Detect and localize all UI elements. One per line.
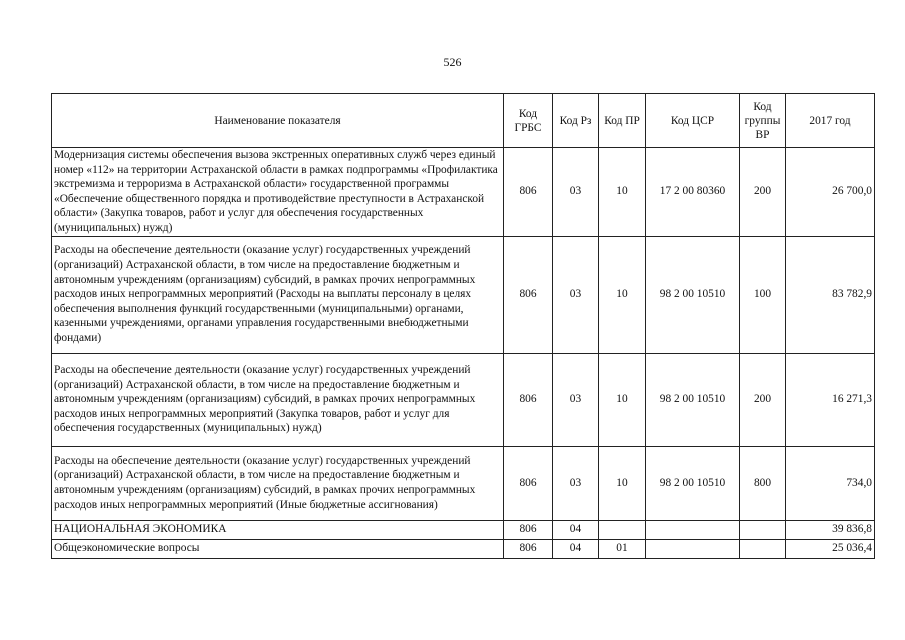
- row-csr: [646, 539, 740, 558]
- row-grbs: 806: [504, 353, 553, 446]
- column-header-rz: Код Рз: [553, 94, 599, 148]
- column-header-csr: Код ЦСР: [646, 94, 740, 148]
- table-row: [52, 446, 875, 520]
- column-header-grbs: Код ГРБС: [504, 94, 553, 148]
- row-amount: 16 271,3: [786, 353, 875, 446]
- page-number: 526: [443, 55, 462, 69]
- row-pr: 10: [599, 446, 646, 520]
- row-vr: 100: [740, 236, 786, 353]
- row-rz: 04: [553, 539, 599, 558]
- row-vr: [740, 539, 786, 558]
- column-header-name: Наименование показателя: [52, 94, 504, 148]
- row-name: Общеэкономические вопросы: [52, 539, 504, 558]
- row-amount: 39 836,8: [786, 520, 875, 539]
- row-amount: 734,0: [786, 446, 875, 520]
- row-vr: 200: [740, 148, 786, 237]
- row-amount: 26 700,0: [786, 148, 875, 237]
- row-pr: [599, 520, 646, 539]
- row-amount: 83 782,9: [786, 236, 875, 353]
- row-grbs: 806: [504, 520, 553, 539]
- table-row: [52, 353, 875, 446]
- table-row: [52, 520, 875, 539]
- row-csr: 98 2 00 10510: [646, 236, 740, 353]
- table-row: [52, 236, 875, 353]
- column-header-year: 2017 год: [786, 94, 875, 148]
- row-pr: 01: [599, 539, 646, 558]
- row-grbs: 806: [504, 148, 553, 237]
- row-vr: 800: [740, 446, 786, 520]
- row-amount: 25 036,4: [786, 539, 875, 558]
- row-csr: 17 2 00 80360: [646, 148, 740, 237]
- column-header-vr: Код группы ВР: [740, 94, 786, 148]
- row-pr: 10: [599, 353, 646, 446]
- row-rz: 03: [553, 353, 599, 446]
- row-name: Модернизация системы обеспечения вызова экстренных оперативных служб через единый номер «112» на территории Астраханской области в рамках подпрограммы «Профилактика экстремизма и терроризма в Астраханской области» государственной программы «Обеспечение общественного порядка и противодействие преступности в Астраханской области» (Закупка товаров, работ и услуг для обеспечения государственных (муниципальных) нужд): [52, 148, 504, 237]
- table-row: [52, 539, 875, 558]
- row-rz: 03: [553, 236, 599, 353]
- table-header: [52, 94, 875, 148]
- column-header-pr: Код ПР: [599, 94, 646, 148]
- row-grbs: 806: [504, 446, 553, 520]
- row-rz: 03: [553, 446, 599, 520]
- row-csr: 98 2 00 10510: [646, 446, 740, 520]
- row-csr: [646, 520, 740, 539]
- row-vr: 200: [740, 353, 786, 446]
- row-name: НАЦИОНАЛЬНАЯ ЭКОНОМИКА: [52, 520, 504, 539]
- row-grbs: 806: [504, 539, 553, 558]
- row-grbs: 806: [504, 236, 553, 353]
- row-vr: [740, 520, 786, 539]
- row-name: Расходы на обеспечение деятельности (оказание услуг) государственных учреждений (организаций) Астраханской области, в том числе на предоставление бюджетным и автономным учреждениям (организациям) субсидий, в рамках прочих непрограммных расходов иных непрограммных мероприятий (Расходы на выплаты персоналу в целях обеспечения выполнения функций государственными (муниципальными) органами, казенными учреждениями, органами управления государственными внебюджетными фондами): [52, 236, 504, 353]
- row-name: Расходы на обеспечение деятельности (оказание услуг) государственных учреждений (организаций) Астраханской области, в том числе на предоставление бюджетным и автономным учреждениям (организациям) субсидий, в рамках прочих непрограммных расходов иных непрограммных мероприятий (Иные бюджетные ассигнования): [52, 446, 504, 520]
- budget-table: [51, 93, 875, 559]
- row-csr: 98 2 00 10510: [646, 353, 740, 446]
- row-rz: 04: [553, 520, 599, 539]
- row-rz: 03: [553, 148, 599, 237]
- row-pr: 10: [599, 236, 646, 353]
- row-name: Расходы на обеспечение деятельности (оказание услуг) государственных учреждений (организаций) Астраханской области, в том числе на предоставление бюджетным и автономным учреждениям (организациям) субсидий, в рамках прочих непрограммных расходов иных непрограммных мероприятий (Закупка товаров, работ и услуг для обеспечения государственных (муниципальных) нужд): [52, 353, 504, 446]
- table-row: [52, 148, 875, 237]
- row-pr: 10: [599, 148, 646, 237]
